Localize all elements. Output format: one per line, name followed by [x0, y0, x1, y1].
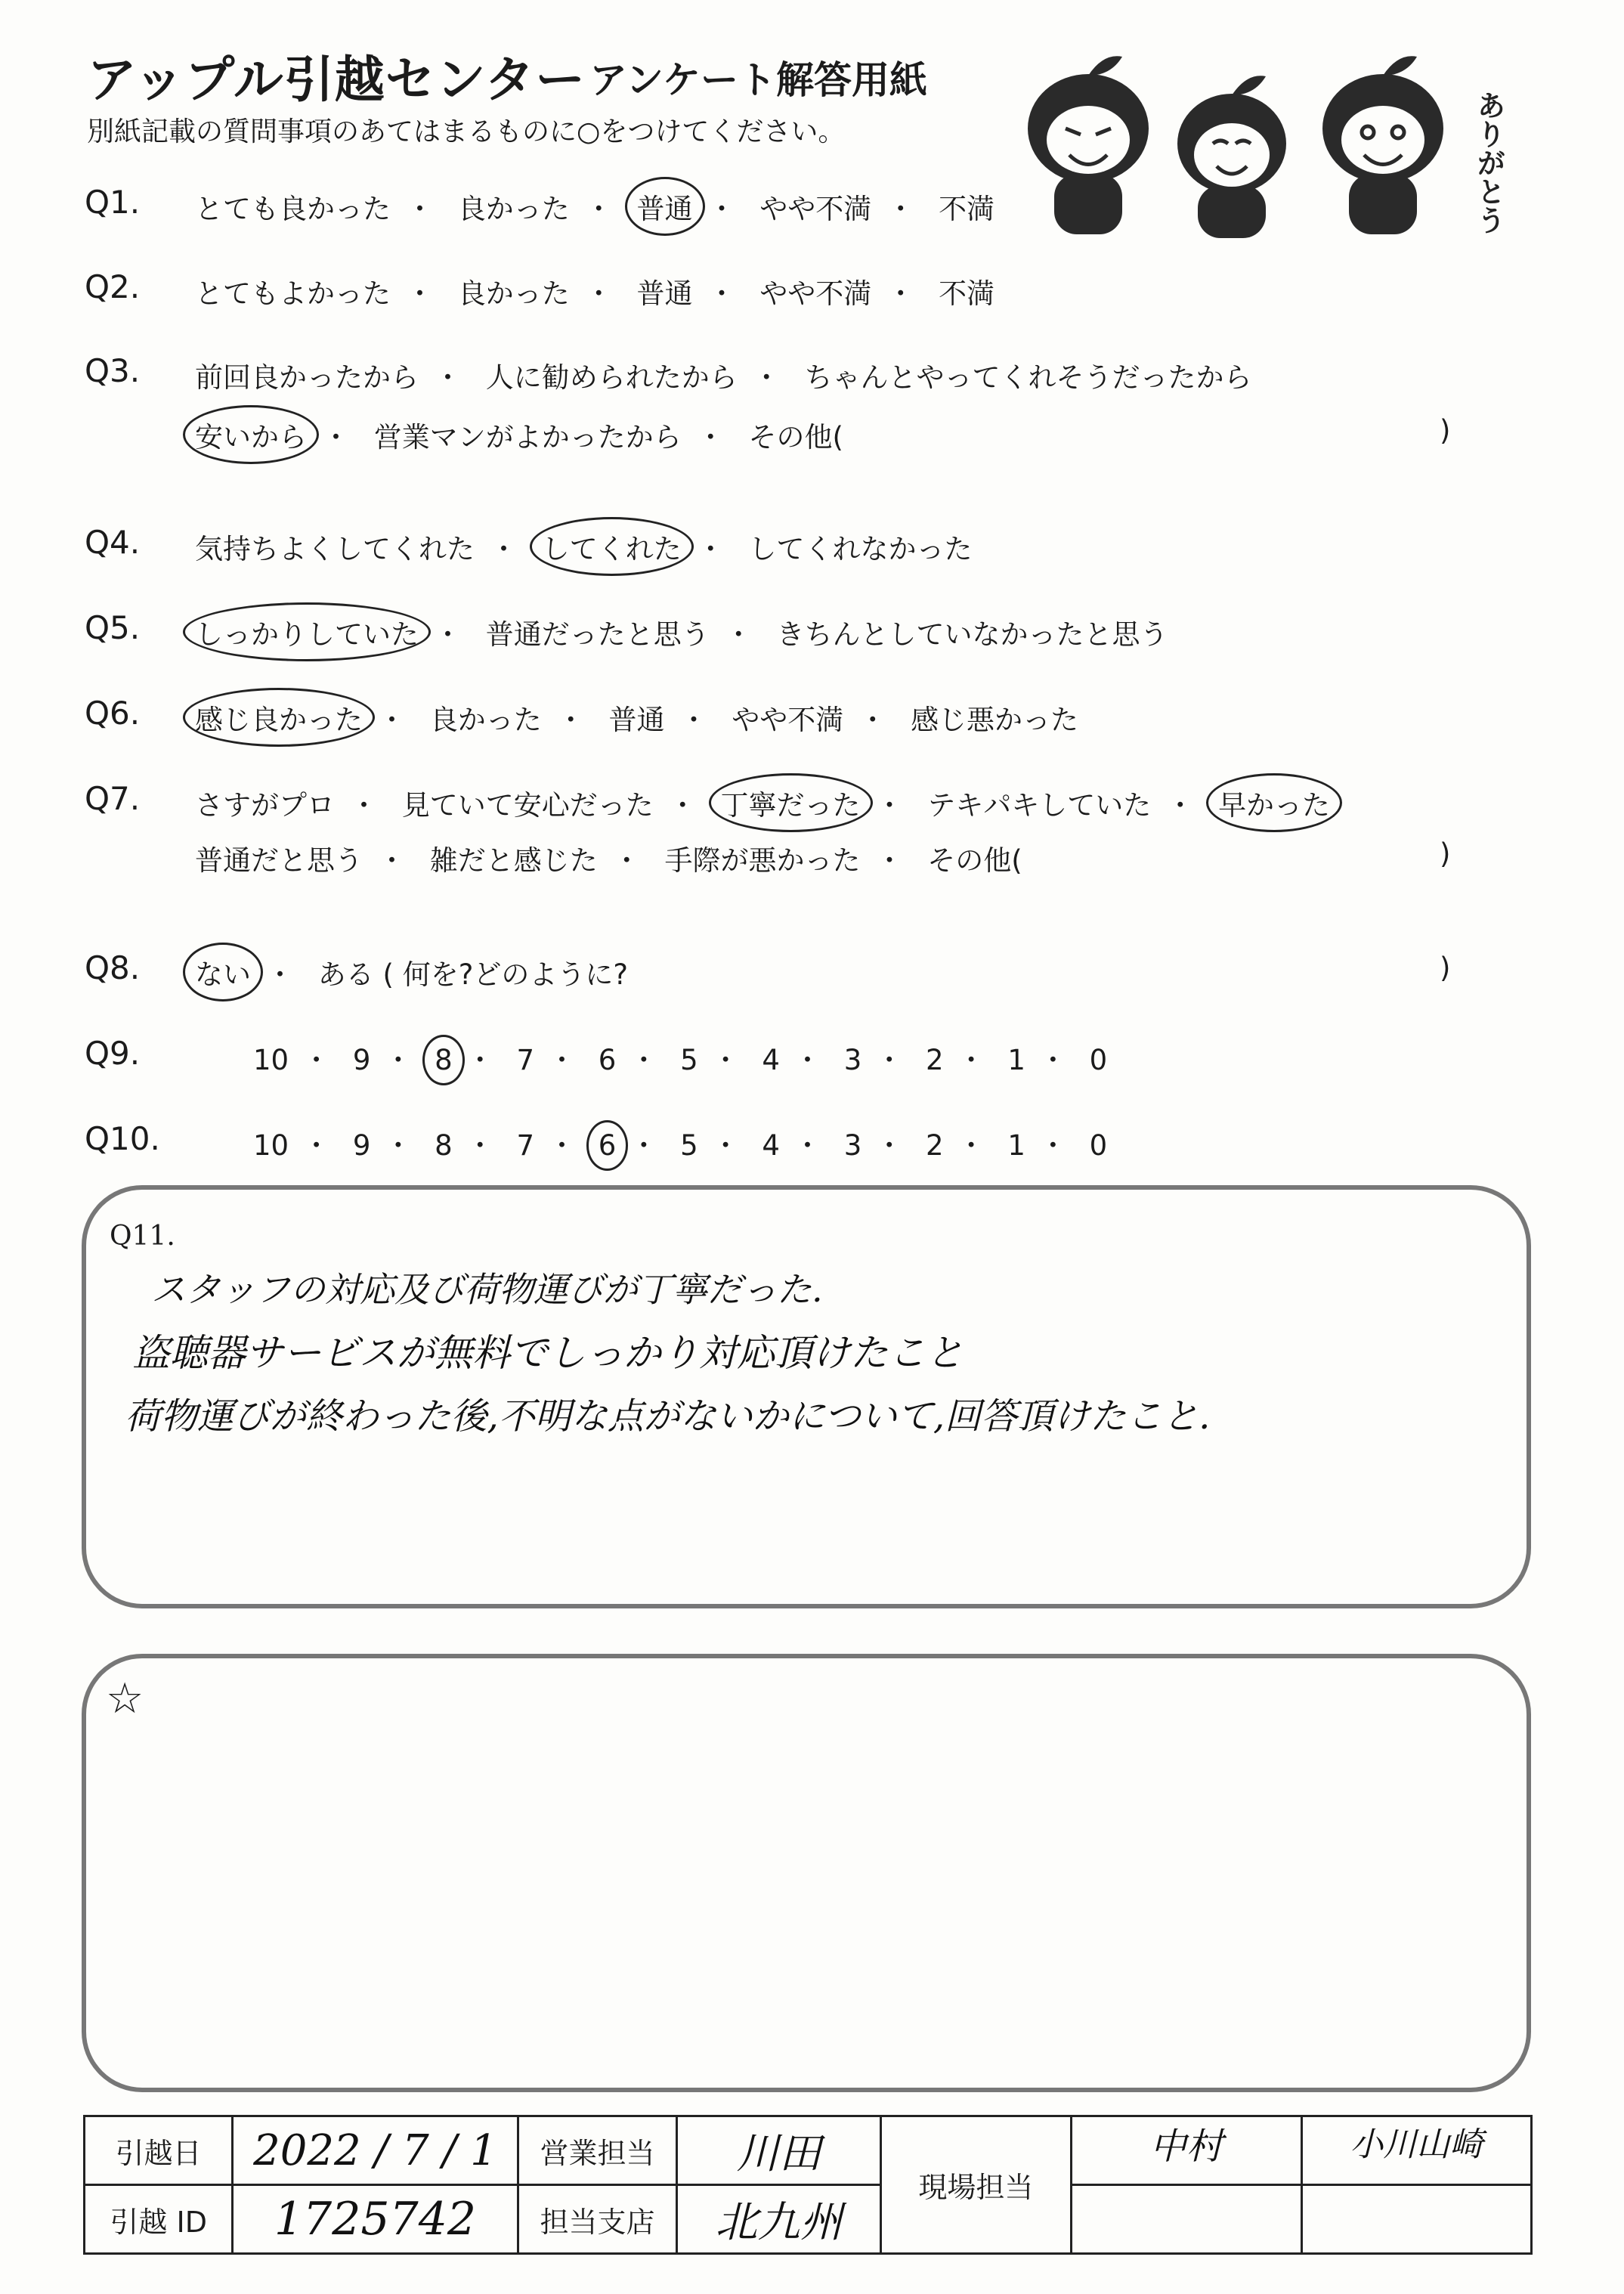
q10-value[interactable]: 0 — [1089, 1129, 1108, 1162]
q6-label: Q6. — [85, 695, 141, 732]
q1-options: とても良かった ・ 良かった ・ 普通 ・ やや不満 ・ 不満 — [195, 186, 995, 227]
q4-option-selected[interactable]: してくれた — [542, 526, 682, 567]
q9-value[interactable]: 9 — [352, 1044, 371, 1076]
instruction-text: 別紙記載の質問事項のあてはまるものに○をつけてください。 — [87, 116, 846, 147]
field-staff-text: 中村 — [1149, 2125, 1223, 2168]
q5-label: Q5. — [85, 609, 141, 646]
q2-option[interactable]: とてもよかった — [195, 277, 391, 310]
field-staff-empty[interactable] — [1301, 2185, 1532, 2254]
q7-label: Q7. — [85, 780, 141, 817]
field-staff-label: 現場担当 — [880, 2116, 1071, 2254]
q6-options: 感じ良かった ・ 良かった ・ 普通 ・ やや不満 ・ 感じ悪かった — [195, 697, 1078, 738]
sales-rep-value[interactable] — [677, 2116, 880, 2185]
q4-option[interactable]: 気持ちよくしてくれた — [195, 533, 475, 565]
q3-option[interactable]: 営業マンがよかったから — [373, 421, 682, 454]
star-comment-box[interactable] — [82, 1654, 1531, 2092]
q8-options: ない ・ ある ( 何を?どのように? — [195, 952, 628, 992]
q3-option-selected[interactable]: 安いから — [195, 414, 307, 455]
q9-scale: 10 ・ 9 ・ 8 ・ 7 ・ 6 ・ 5 ・ 4 ・ 3 ・ 2 ・ 1 ・ 0 — [253, 1044, 1108, 1076]
q8-option-selected[interactable]: ない — [195, 952, 251, 992]
q7-option[interactable]: さすがプロ — [195, 789, 335, 822]
company-title: アップル引越センター — [87, 51, 586, 109]
move-date-label: 引越日 — [85, 2116, 233, 2185]
mascot-text: ありがとう — [1472, 91, 1505, 234]
q10-value-selected[interactable]: 6 — [598, 1129, 617, 1162]
q3-option[interactable]: ちゃんとやってくれそうだったから — [804, 361, 1252, 394]
q6-option[interactable]: 感じ悪かった — [911, 704, 1079, 736]
q8-paren-close: ) — [1440, 952, 1451, 984]
mascot-monkeys-icon — [1005, 45, 1534, 249]
q9-value[interactable]: 0 — [1089, 1044, 1108, 1076]
sales-rep-label: 営業担当 — [518, 2116, 677, 2185]
q10-value[interactable]: 3 — [843, 1129, 862, 1162]
q2-option[interactable]: 良かった — [457, 277, 570, 310]
move-date-text: 2022 / 7 / 1 — [253, 2125, 497, 2175]
q4-option[interactable]: してくれなかった — [748, 533, 973, 565]
field-staff-value[interactable] — [1072, 2116, 1301, 2185]
q9-value[interactable]: 4 — [762, 1044, 780, 1076]
sales-rep-text: 川田 — [736, 2129, 821, 2178]
q3-option-other[interactable]: その他( — [748, 421, 843, 454]
q1-option[interactable]: やや不満 — [759, 193, 872, 225]
move-id-text: 1725742 — [274, 2193, 477, 2246]
move-id-value[interactable] — [233, 2185, 518, 2254]
q7-paren-close: ) — [1440, 837, 1451, 870]
q6-option-selected[interactable]: 感じ良かった — [195, 697, 363, 738]
q7-options-line2: 普通だと思う ・ 雑だと感じた ・ 手際が悪かった ・ その他( — [195, 837, 1022, 878]
q9-value[interactable]: 5 — [680, 1044, 698, 1076]
q1-option[interactable]: 良かった — [457, 193, 570, 225]
q1-option-selected[interactable]: 普通 — [637, 186, 693, 227]
q10-value[interactable]: 1 — [1007, 1129, 1025, 1162]
star-icon: ☆ — [106, 1674, 144, 1723]
q7-option[interactable]: 手際が悪かった — [664, 844, 861, 877]
field-staff-text: 小川山崎 — [1350, 2125, 1483, 2164]
q3-option[interactable]: 前回良かったから — [195, 361, 419, 394]
q9-value[interactable]: 1 — [1007, 1044, 1025, 1076]
q8-option[interactable]: ある ( 何を?どのように? — [317, 958, 628, 991]
q7-option-selected[interactable]: 丁寧だった — [721, 782, 861, 823]
q7-option[interactable]: 雑だと感じた — [429, 844, 598, 877]
q9-value[interactable]: 10 — [253, 1044, 289, 1076]
q7-option[interactable]: 見ていて安心だった — [401, 789, 654, 822]
q5-options: しっかりしていた ・ 普通だったと思う ・ きちんとしていなかったと思う — [195, 611, 1168, 652]
q5-option[interactable]: きちんとしていなかったと思う — [776, 618, 1168, 651]
q11-label: Q11. — [110, 1221, 175, 1252]
move-date-value[interactable] — [233, 2116, 518, 2185]
q4-options: 気持ちよくしてくれた ・ してくれた ・ してくれなかった — [195, 526, 973, 567]
branch-value[interactable] — [677, 2185, 880, 2254]
q10-value[interactable]: 2 — [926, 1129, 944, 1162]
q10-value[interactable]: 9 — [352, 1129, 371, 1162]
form-subtitle: アンケート解答用紙 — [589, 58, 927, 102]
branch-text: 北九州 — [715, 2198, 843, 2247]
q7-option-other[interactable]: その他( — [927, 844, 1022, 877]
q9-value[interactable]: 2 — [926, 1044, 944, 1076]
q6-option[interactable]: やや不満 — [732, 704, 844, 736]
q10-value[interactable]: 4 — [762, 1129, 780, 1162]
q6-option[interactable]: 良かった — [429, 704, 542, 736]
q11-handwritten-line: スタッフの対応及び荷物運びが丁寧だった. — [151, 1269, 823, 1310]
q3-options-line2: 安いから ・ 営業マンがよかったから ・ その他( — [195, 414, 843, 455]
footer-info-table — [83, 2115, 1533, 2255]
q3-label: Q3. — [85, 352, 141, 389]
q5-option-selected[interactable]: しっかりしていた — [195, 611, 419, 652]
q1-option[interactable]: 不満 — [939, 193, 995, 225]
q7-option[interactable]: テキパキしていた — [927, 789, 1152, 822]
q2-label: Q2. — [85, 268, 141, 305]
q8-label: Q8. — [85, 949, 141, 986]
q7-option-selected[interactable]: 早かった — [1218, 782, 1330, 823]
q3-options-line1: 前回良かったから ・ 人に勧められたから ・ ちゃんとやってくれそうだったから — [195, 354, 1252, 395]
q2-option[interactable]: 普通 — [636, 277, 693, 310]
field-staff-value[interactable] — [1301, 2116, 1532, 2185]
q9-value[interactable]: 7 — [516, 1044, 535, 1076]
q7-option[interactable]: 普通だと思う — [195, 844, 363, 877]
q9-value-selected[interactable]: 8 — [435, 1044, 453, 1076]
q11-handwritten-line: 盗聴器サービスが無料でしっかり対応頂けたこと — [132, 1331, 964, 1375]
q5-option[interactable]: 普通だったと思う — [485, 618, 710, 651]
q4-label: Q4. — [85, 524, 141, 561]
field-staff-empty[interactable] — [1072, 2185, 1301, 2254]
q9-value[interactable]: 6 — [598, 1044, 617, 1076]
q10-value[interactable]: 7 — [516, 1129, 535, 1162]
q1-label: Q1. — [85, 184, 141, 221]
q10-scale: 10 ・ 9 ・ 8 ・ 7 ・ 6 ・ 5 ・ 4 ・ 3 ・ 2 ・ 1 ・ 0 — [253, 1129, 1108, 1162]
q3-paren-close: ) — [1440, 414, 1451, 447]
q3-option[interactable]: 人に勧められたから — [485, 361, 738, 394]
q2-option[interactable]: 不満 — [939, 277, 995, 310]
q2-option[interactable]: やや不満 — [759, 277, 872, 310]
q9-label: Q9. — [85, 1035, 141, 1072]
q10-label: Q10. — [85, 1120, 160, 1157]
move-id-label: 引越 ID — [85, 2185, 233, 2254]
q10-value[interactable]: 5 — [680, 1129, 698, 1162]
q2-options: とてもよかった ・ 良かった ・ 普通 ・ やや不満 ・ 不満 — [195, 271, 995, 311]
q10-value[interactable]: 8 — [435, 1129, 453, 1162]
q9-value[interactable]: 3 — [843, 1044, 862, 1076]
q6-option[interactable]: 普通 — [608, 704, 665, 736]
q11-handwritten-line: 荷物運びが終わった後,不明な点がないかについて,回答頂けたこと. — [125, 1395, 1211, 1438]
q1-option[interactable]: とても良かった — [195, 193, 391, 225]
q7-options-line1: さすがプロ ・ 見ていて安心だった ・ 丁寧だった ・ テキパキしていた ・ 早かった — [195, 782, 1330, 823]
q10-value[interactable]: 10 — [253, 1129, 289, 1162]
branch-label: 担当支店 — [518, 2185, 677, 2254]
